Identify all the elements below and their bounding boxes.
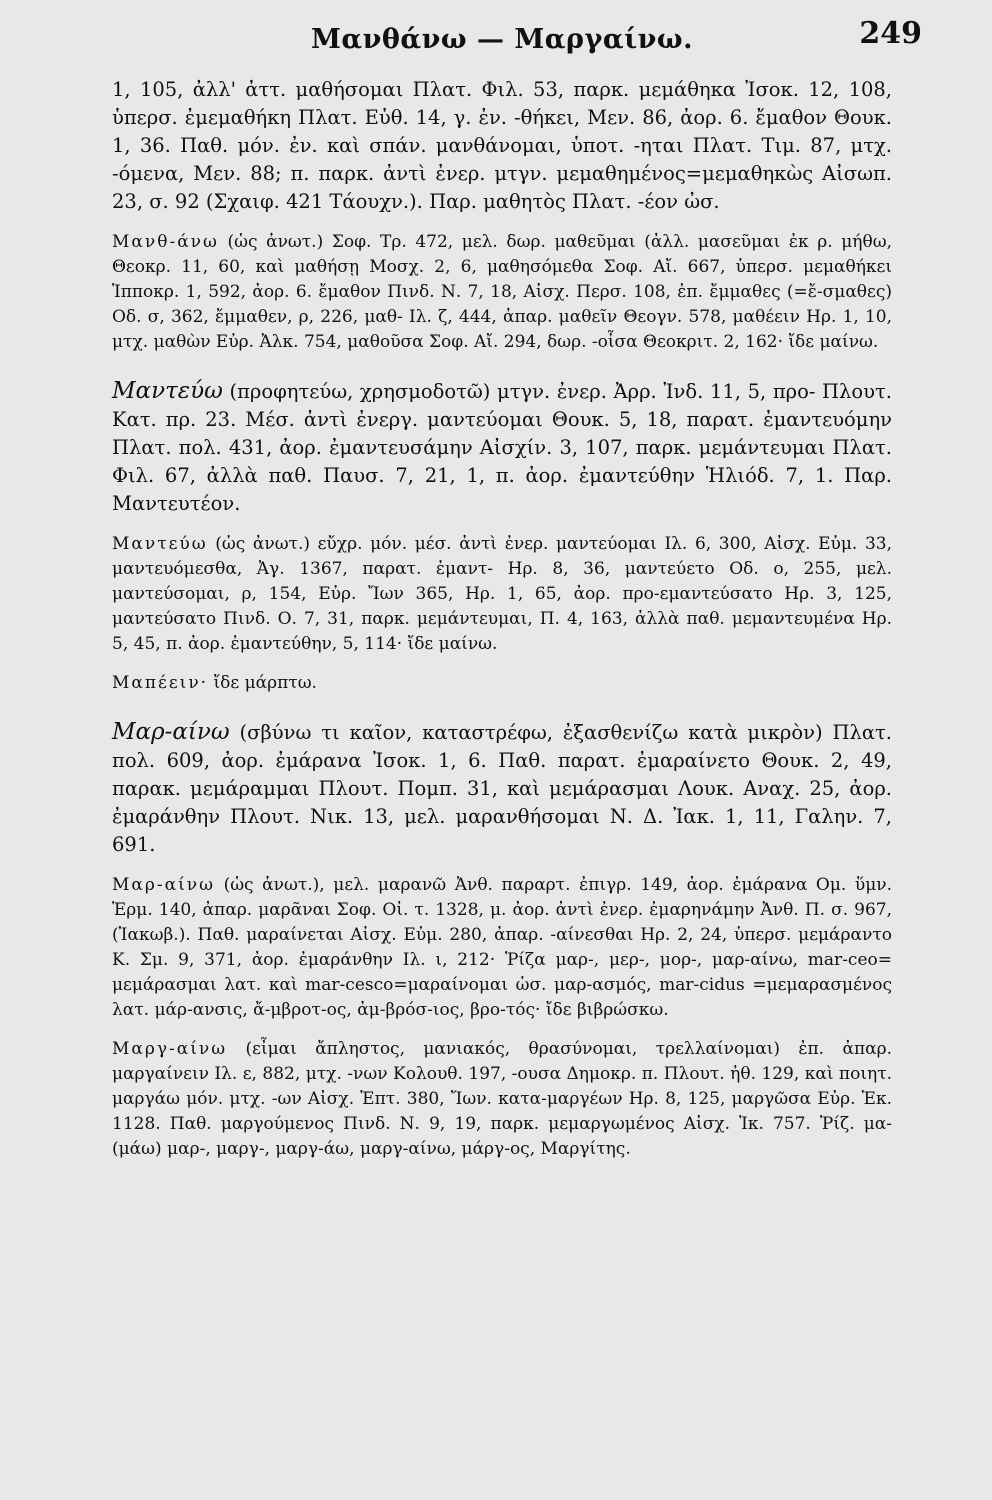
entry-text: Μανθ-άνω (ὡς ἀνωτ.) Σοφ. Τρ. 472, μελ. δωρ. μαθεῦμαι (ἀλλ. μασεῦμαι ἐκ ρ. μήθω, Θεοκρ. 11, 60, καὶ μαθήσῃ Μοσχ. 2, 6, μαθησόμεθα Σοφ. Αἴ. 667, ὑπερσ. μεμαθήκει Ἱπποκρ. 1, 592, ἀορ. 6. ἔμαθον Πινδ. Ν. 7, 18, Αἰσχ. Περσ. 108, ἐπ. ἔμμαθες (=ἔ-σμαθες) Οδ. σ, 362, ἔμμαθεν, ρ, 226, μαθ- Ιλ. ζ, 444, ἀπαρ. μαθεῖν Θεογν. 578, μαθέειν Ηρ. 1, 10, μτχ. μαθὼν Εὐρ. Ἀλκ. 754, μαθοῦσα Σοφ. Αἴ. 294, δωρ. -οἶσα Θεοκριτ. 2, 162· ἴδε μαίνω.	[112, 232, 892, 352]
entry-text: Μαντεύω (ὡς ἀνωτ.) εὔχρ. μόν. μέσ. ἀντὶ ἐνερ. μαντεύομαι Ιλ. 6, 300, Αἰσχ. Εὐμ. 33, μαντευόμεσθα, Ἀγ. 1367, παρατ. ἐμαντ- Ηρ. 8, 36, μαντεύετο Οδ. ο, 255, μελ. μαντεύσομαι, ρ, 154, Εὐρ. Ἴων 365, Ηρ. 1, 65, ἀορ. προ-εμαντεύσατο Ηρ. 3, 125, μαντεύσατο Πινδ. Ο. 7, 31, παρκ. μεμάντευμαι, Π. 4, 163, ἀλλὰ παθ. μεμαντευμένα Ηρ. 5, 45, π. ἀορ. ἐμαντεύθην, 5, 114· ἴδε μαίνω.	[112, 534, 892, 654]
entry-text: Μαρ-αίνω (ὡς ἀνωτ.), μελ. μαρανῶ Ἀνθ. παραρτ. ἐπιγρ. 149, ἀορ. ἐμάρανα Ομ. ὕμν. Ἑρμ. 140, ἀπαρ. μαρᾶναι Σοφ. Οἰ. τ. 1328, μ. ἀορ. ἀντὶ ἐνερ. ἐμαρηνάμην Ἀνθ. Π. σ. 967, (Ἰακωβ.). Παθ. μαραίνεται Αἰσχ. Εὐμ. 280, ἀπαρ. -αίνεσθαι Ηρ. 2, 24, ὑπερσ. μεμάραντο Κ. Σμ. 9, 371, ἀορ. ἐμαράνθην Ιλ. ι, 212· Ῥίζα μαρ-, μερ-, μορ-, μαρ-αίνω, mar-ceo= μεμάρασμαι λατ. καὶ mar-cesco=μαραίνομαι ὡσ. μαρ-ασμός, mar-cidus =μεμαρασμένος λατ. μάρ-ανσις, ἄ-μβροτ-ος, ἀμ-βρόσ-ιος, βρο-τός· ἴδε βιβρώσκω.	[112, 875, 892, 1020]
headword: Μαρ-αίνω	[112, 719, 230, 745]
entry-manthano-continued	[112, 76, 892, 216]
headword: Μανθ-άνω	[112, 232, 219, 252]
entry-mapeein	[112, 671, 892, 696]
entry-text: Μαπέειν· ἴδε μάρπτω.	[112, 673, 317, 693]
entry-text: Μαντεύω (προφητεύω, χρησμοδοτῶ) μτγν. ἐνερ. Ἀρρ. Ἰνδ. 11, 5, προ- Πλουτ. Κατ. πρ. 23. Μέσ. ἀντὶ ἐνεργ. μαντεύομαι Θουκ. 5, 18, παρατ. ἐμαντευόμην Πλατ. πολ. 431, ἀορ. ἐμαντευσάμην Αἰσχίν. 3, 107, παρκ. μεμάντευμαι Πλατ. Φιλ. 67, ἀλλὰ παθ. Παυσ. 7, 21, 1, π. ἀορ. ἐμαντεύθην Ἡλιόδ. 7, 1. Παρ. Μαντευτέον.	[112, 378, 892, 515]
page-number: 249	[859, 16, 922, 51]
headword: Μαντεύω	[112, 534, 208, 554]
entry-marg-aino	[112, 1037, 892, 1162]
entry-manth-ano	[112, 230, 892, 355]
entry-text: Μαργ-αίνω (εἶμαι ἄπληστος, μανιακός, θρασύνομαι, τρελλαίνομαι) ἐπ. ἀπαρ. μαργαίνειν Ιλ. ε, 882, μτχ. -νων Κολουθ. 197, -ουσα Δημοκρ. π. Πλουτ. ἠθ. 129, καὶ ποιητ. μαργάω μόν. μτχ. -ων Αἰσχ. Ἑπτ. 380, Ἴων. κατα-μαργέων Ηρ. 8, 125, μαργῶσα Εὐρ. Ἑκ. 1128. Παθ. μαργούμενος Πινδ. Ν. 9, 19, παρκ. μεμαργωμένος Αἰσχ. Ἱκ. 757. Ῥίζ. μα- (μάω) μαρ-, μαργ-, μαργ-άω, μαργ-αίνω, μάργ-ος, Μαργίτης.	[112, 1039, 892, 1159]
entry-mar-aino	[112, 718, 892, 859]
headword: Μαργ-αίνω	[112, 1039, 228, 1059]
entry-manteuo	[112, 377, 892, 518]
page-header	[112, 14, 922, 64]
running-title: Μανθάνω — Μαργαίνω.	[310, 24, 694, 55]
entry-manteuo-sub	[112, 532, 892, 657]
headword: Μαπέειν·	[112, 673, 209, 693]
entry-text: Μαρ-αίνω (σβύνω τι καῖον, καταστρέφω, ἐξασθενίζω κατὰ μικρὸν) Πλατ. πολ. 609, ἀορ. ἐμάρανα Ἰσοκ. 1, 6. Παθ. παρατ. ἐμαραίνετο Θουκ. 2, 49, παρακ. μεμάραμμαι Πλουτ. Πομπ. 31, καὶ μεμάρασμαι Λουκ. Αναχ. 25, ἀορ. ἐμαράνθην Πλουτ. Νικ. 13, μελ. μαρανθήσομαι Ν. Δ. Ἰακ. 1, 11, Γαλην. 7, 691.	[112, 719, 892, 856]
headword: Μαρ-αίνω	[112, 875, 215, 895]
entry-mar-aino-sub	[112, 873, 892, 1023]
entry-text: 1, 105, ἀλλ' ἀττ. μαθήσομαι Πλατ. Φιλ. 53, παρκ. μεμάθηκα Ἰσοκ. 12, 108, ὑπερσ. ἐμεμαθήκη Πλατ. Εὐθ. 14, γ. ἐν. -θήκει, Μεν. 86, ἀορ. 6. ἔμαθον Θουκ. 1, 36. Παθ. μόν. ἐν. καὶ σπάν. μανθάνομαι, ὑποτ. -ηται Πλατ. Τιμ. 87, μτχ. -όμενα, Μεν. 88; π. παρκ. ἀντὶ ἐνερ. μτγν. μεμαθημένος=μεμαθηκὼς Αἰσωπ. 23, σ. 92 (Σχαιφ. 421 Τάουχν.). Παρ. μαθητὸς Πλατ. -έον ὠσ.	[112, 78, 892, 213]
headword: Μαντεύω	[112, 378, 223, 404]
